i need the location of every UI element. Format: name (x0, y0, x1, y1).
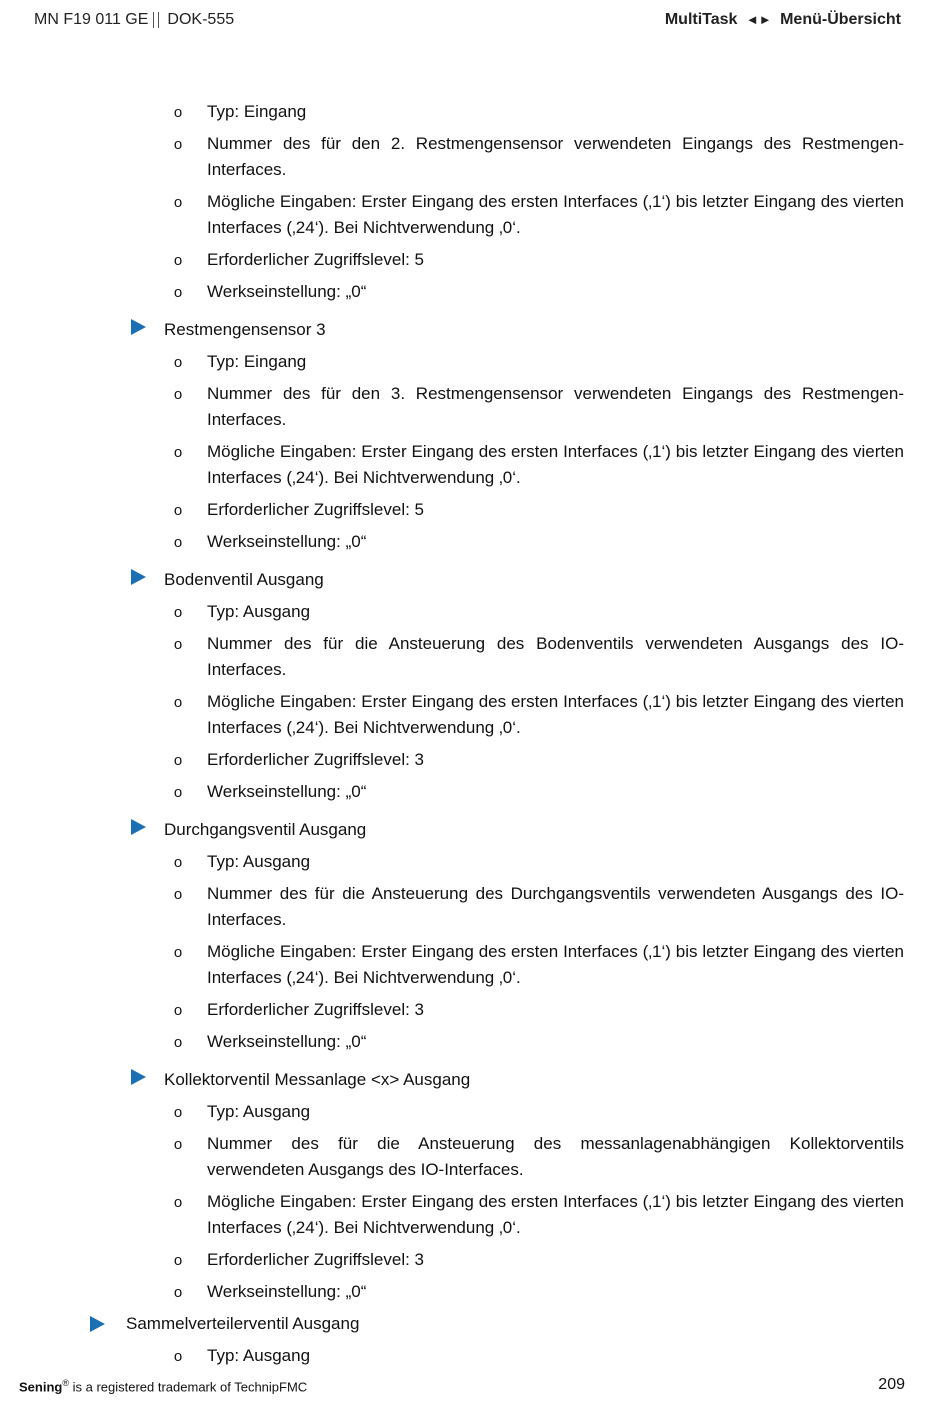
document-title (665, 11, 901, 29)
bullet-icon: o (173, 784, 183, 801)
bullet-icon: o (173, 1002, 183, 1019)
bullet-icon: o (173, 534, 183, 551)
list-item: Werkseinstellung: „0“ (207, 782, 367, 801)
bullet-icon: o (173, 1194, 183, 1211)
bullet-icon: o (173, 194, 183, 211)
section-arrow-icon (131, 569, 146, 585)
section-title: Bodenventil Ausgang (164, 570, 324, 589)
bullet-icon: o (173, 1348, 183, 1365)
bullet-icon: o (173, 694, 183, 711)
section-title: Sammelverteilerventil Ausgang (126, 1314, 360, 1333)
list-item: Nummer des für die Ansteuerung des Durchgangsventils verwendeten Ausgangs des IO-Interfaces. (207, 884, 904, 929)
list-item: Erforderlicher Zugriffslevel: 3 (207, 1250, 424, 1269)
bullet-icon: o (173, 1284, 183, 1301)
list-item: Mögliche Eingaben: Erster Eingang des ersten Interfaces (‚1‘) bis letzter Eingang des vierten Interfaces (‚24‘). Bei Nichtverwendung ‚0‘. (207, 942, 904, 987)
section-arrow-icon (131, 1069, 146, 1085)
list-item: Nummer des für die Ansteuerung des Bodenventils verwendeten Ausgangs des IO-Interfaces. (207, 634, 904, 679)
header-separator (153, 12, 159, 28)
page-number: 209 (878, 1376, 905, 1393)
list-item: Werkseinstellung: „0“ (207, 1282, 367, 1301)
bullet-icon: o (173, 252, 183, 269)
bullet-icon: o (173, 636, 183, 653)
bullet-icon: o (173, 1034, 183, 1051)
list-item: Typ: Ausgang (207, 1102, 311, 1121)
list-item: Erforderlicher Zugriffslevel: 5 (207, 500, 424, 519)
bullet-icon: o (173, 944, 183, 961)
list-item: Mögliche Eingaben: Erster Eingang des ersten Interfaces (‚1‘) bis letzter Eingang des vierten Interfaces (‚24‘). Bei Nichtverwendung ‚0‘. (207, 442, 904, 487)
list-item: Erforderlicher Zugriffslevel: 3 (207, 750, 424, 769)
list-item: Erforderlicher Zugriffslevel: 5 (207, 250, 424, 269)
list-item: Nummer des für den 3. Restmengensensor verwendeten Eingangs des Restmengen-Interfaces. (207, 384, 904, 429)
bullet-icon: o (173, 886, 183, 903)
doc-number: MN F19 011 GE (34, 11, 149, 28)
brand-name: Sening (19, 1379, 63, 1395)
registered-mark: ® (62, 1378, 69, 1388)
bullet-icon: o (173, 502, 183, 519)
list-item: Typ: Eingang (207, 352, 307, 371)
bullet-icon: o (173, 104, 183, 121)
bullet-icon: o (173, 752, 183, 769)
section-title: Kollektorventil Messanlage <x> Ausgang (164, 1070, 471, 1089)
bullet-icon: o (173, 136, 183, 153)
bullet-icon: o (173, 604, 183, 621)
bullet-icon: o (173, 1104, 183, 1121)
list-item: Typ: Eingang (207, 102, 307, 121)
list-item: Werkseinstellung: „0“ (207, 282, 367, 301)
list-item: Typ: Ausgang (207, 602, 311, 621)
title-left: MultiTask (664, 11, 738, 28)
bullet-icon: o (173, 1252, 183, 1269)
list-item: Typ: Ausgang (207, 852, 311, 871)
list-item: Nummer des für den 2. Restmengensensor verwendeten Eingangs des Restmengen-Interfaces. (207, 134, 904, 179)
doc-id: DOK-555 (167, 11, 235, 28)
list-item: Typ: Ausgang (207, 1346, 311, 1365)
list-item: Nummer des für die Ansteuerung des messanlagenabhängigen Kollektorventils verwendeten Ausgangs des IO-Interfaces. (207, 1134, 904, 1179)
list-item: Erforderlicher Zugriffslevel: 3 (207, 1000, 424, 1019)
section-title: Durchgangsventil Ausgang (164, 820, 367, 839)
document-reference (34, 11, 234, 29)
list-item: Mögliche Eingaben: Erster Eingang des ersten Interfaces (‚1‘) bis letzter Eingang des vierten Interfaces (‚24‘). Bei Nichtverwendung ‚0‘. (207, 692, 904, 737)
list-item: Mögliche Eingaben: Erster Eingang des ersten Interfaces (‚1‘) bis letzter Eingang des vierten Interfaces (‚24‘). Bei Nichtverwendung ‚0‘. (207, 192, 904, 237)
section-arrow-icon (131, 819, 146, 835)
list-item: Werkseinstellung: „0“ (207, 1032, 367, 1051)
list-item: Mögliche Eingaben: Erster Eingang des ersten Interfaces (‚1‘) bis letzter Eingang des vierten Interfaces (‚24‘). Bei Nichtverwendung ‚0‘. (207, 1192, 904, 1237)
title-right: Menü-Übersicht (780, 11, 901, 28)
bullet-icon: o (173, 444, 183, 461)
bullet-icon: o (173, 1136, 183, 1153)
list-item: Werkseinstellung: „0“ (207, 532, 367, 551)
arrows-icon: ◄► (745, 12, 772, 27)
trademark-notice (19, 1378, 307, 1394)
bullet-icon: o (173, 284, 183, 301)
section-arrow-icon (90, 1316, 105, 1332)
section-title: Restmengensensor 3 (164, 320, 326, 339)
bullet-icon: o (173, 354, 183, 371)
trademark-text: is a registered trademark of TechnipFMC (68, 1379, 308, 1395)
section-arrow-icon (131, 319, 146, 335)
bullet-icon: o (173, 386, 183, 403)
bullet-icon: o (173, 854, 183, 871)
